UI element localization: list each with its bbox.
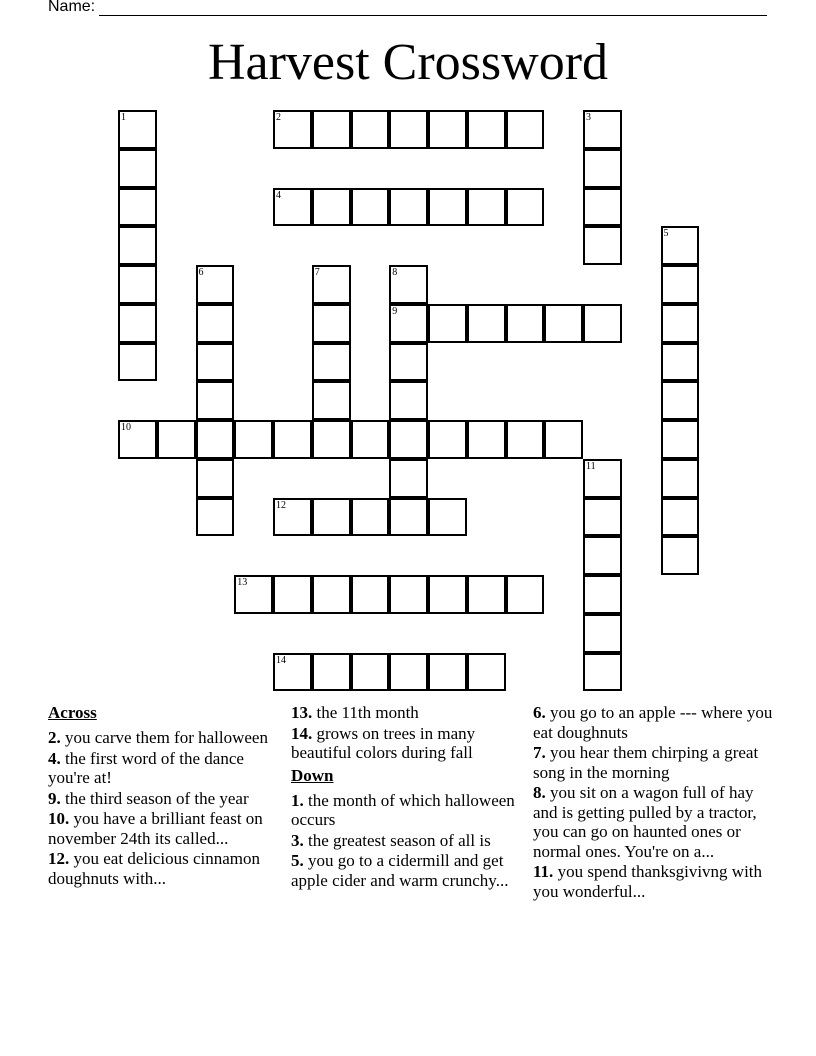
clue-down-6: 6. you go to an apple --- where you eat doughnuts [533,703,773,742]
grid-cell[interactable] [196,304,235,343]
grid-cell[interactable] [428,498,467,537]
grid-cell[interactable] [118,420,157,459]
clue-down-8: 8. you sit on a wagon full of hay and is getting pulled by a tractor, you can go on haunted ones or normal ones. You're on a... [533,783,757,861]
grid-cell[interactable] [273,653,312,692]
grid-cell[interactable] [312,304,351,343]
grid-cell[interactable] [583,614,622,653]
grid-cell[interactable] [506,110,545,149]
grid-cell[interactable] [428,110,467,149]
grid-cell[interactable] [583,149,622,188]
cell-number: 3 [586,112,591,123]
grid-cell[interactable] [273,188,312,227]
clues-column-3 [533,703,778,902]
across-heading: Across [48,703,97,722]
grid-cell[interactable] [273,575,312,614]
down-heading: Down [291,765,334,785]
grid-cell[interactable] [506,188,545,227]
grid-cell[interactable] [196,265,235,304]
grid-cell[interactable] [312,110,351,149]
grid-cell[interactable] [196,420,235,459]
grid-cell[interactable] [351,420,390,459]
grid-cell[interactable] [506,304,545,343]
clue-across-9: 9. the third season of the year [48,788,249,808]
grid-cell[interactable] [389,381,428,420]
grid-cell[interactable] [118,265,157,304]
grid-cell[interactable] [389,420,428,459]
cell-number: 12 [276,499,286,511]
cell-number: 10 [121,422,131,433]
grid-cell[interactable] [118,149,157,188]
grid-cell[interactable] [467,420,506,459]
grid-cell[interactable] [428,188,467,227]
grid-cell[interactable] [661,381,700,420]
clue-down-11: 11. you spend thanksgivivng with you wonderful... [533,862,763,901]
grid-cell[interactable] [506,420,545,459]
cell-number: 1 [121,112,126,123]
clue-across-13: 13. the 11th month [291,703,419,722]
grid-cell[interactable] [196,459,235,498]
grid-cell[interactable] [312,653,351,692]
grid-cell[interactable] [661,459,700,498]
grid-cell[interactable] [389,304,428,343]
grid-cell[interactable] [196,381,235,420]
grid-cell[interactable] [389,653,428,692]
grid-cell[interactable] [312,343,351,382]
clue-down-7: 7. you hear them chirping a great song in the morning [533,743,759,782]
grid-cell[interactable] [389,575,428,614]
cell-number: 11 [586,460,596,472]
grid-cell[interactable] [583,536,622,575]
cell-number: 14 [276,654,286,666]
grid-cell[interactable] [389,188,428,227]
grid-cell[interactable] [118,188,157,227]
clue-down-3: 3. the greatest season of all is [291,830,491,850]
grid-cell[interactable] [389,498,428,537]
grid-cell[interactable] [583,226,622,265]
grid-cell[interactable] [234,420,273,459]
grid-cell[interactable] [351,653,390,692]
grid-cell[interactable] [467,304,506,343]
grid-cell[interactable] [544,420,583,459]
grid-cell[interactable] [467,575,506,614]
clue-across-10: 10. you have a brilliant feast on november 24th its called... [48,809,263,848]
grid-cell[interactable] [467,653,506,692]
grid-cell[interactable] [312,498,351,537]
grid-cell[interactable] [312,188,351,227]
grid-cell[interactable] [351,110,390,149]
name-label: Name: [48,0,96,15]
grid-cell[interactable] [467,110,506,149]
grid-cell[interactable] [312,381,351,420]
grid-cell[interactable] [312,265,351,304]
grid-cell[interactable] [428,420,467,459]
grid-cell[interactable] [196,498,235,537]
grid-cell[interactable] [389,110,428,149]
grid-cell[interactable] [118,343,157,382]
clue-across-2: 2. you carve them for halloween [48,728,268,747]
grid-cell[interactable] [118,226,157,265]
grid-cell[interactable] [506,575,545,614]
grid-cell[interactable] [583,653,622,692]
grid-cell[interactable] [273,420,312,459]
grid-cell[interactable] [118,110,157,149]
cell-number: 13 [237,577,248,588]
grid-cell[interactable] [312,420,351,459]
clues-column-1 [48,703,276,889]
grid-cell[interactable] [583,459,622,498]
grid-cell[interactable] [467,188,506,227]
grid-cell[interactable] [583,110,622,149]
cell-number: 2 [276,112,281,123]
grid-cell[interactable] [661,304,700,343]
grid-cell[interactable] [351,498,390,537]
clue-across-14: 14. grows on trees in many beautiful colors during fall [291,723,476,762]
grid-cell[interactable] [389,265,428,304]
cell-number: 5 [663,228,669,240]
grid-cell[interactable] [583,575,622,614]
grid-cell[interactable] [351,188,390,227]
grid-cell[interactable] [428,575,467,614]
cell-number: 7 [314,267,320,278]
grid-cell[interactable] [583,498,622,537]
grid-cell[interactable] [661,498,700,537]
clue-across-12: 12. you eat delicious cinnamon doughnuts with... [48,849,260,888]
grid-cell[interactable] [661,420,700,459]
grid-cell[interactable] [312,575,351,614]
grid-cell[interactable] [273,110,312,149]
grid-cell[interactable] [118,304,157,343]
cell-number: 9 [392,305,398,317]
grid-cell[interactable] [661,343,700,382]
page-title: Harvest Crossword [207,34,609,91]
grid-cell[interactable] [234,575,273,614]
clue-across-4: 4. the first word of the dance you're at! [48,748,244,787]
grid-cell[interactable] [157,420,196,459]
clue-down-5: 5. you go to a cidermill and get apple cider and warm crunchy... [291,851,509,890]
grid-cell[interactable] [196,343,235,382]
cell-number: 4 [276,189,281,201]
grid-cell[interactable] [661,226,700,265]
grid-cell[interactable] [428,304,467,343]
grid-cell[interactable] [273,498,312,537]
clue-down-1: 1. the month of which halloween occurs [291,790,515,829]
cell-number: 6 [198,267,204,278]
grid-cell[interactable] [389,343,428,382]
grid-cell[interactable] [428,653,467,692]
grid-cell[interactable] [583,188,622,227]
grid-cell[interactable] [661,536,700,575]
grid-cell[interactable] [661,265,700,304]
grid-cell[interactable] [351,575,390,614]
cell-number: 8 [392,267,398,278]
grid-cell[interactable] [389,459,428,498]
clues-column-2 [291,703,519,891]
grid-cell[interactable] [544,304,583,343]
grid-cell[interactable] [583,304,622,343]
